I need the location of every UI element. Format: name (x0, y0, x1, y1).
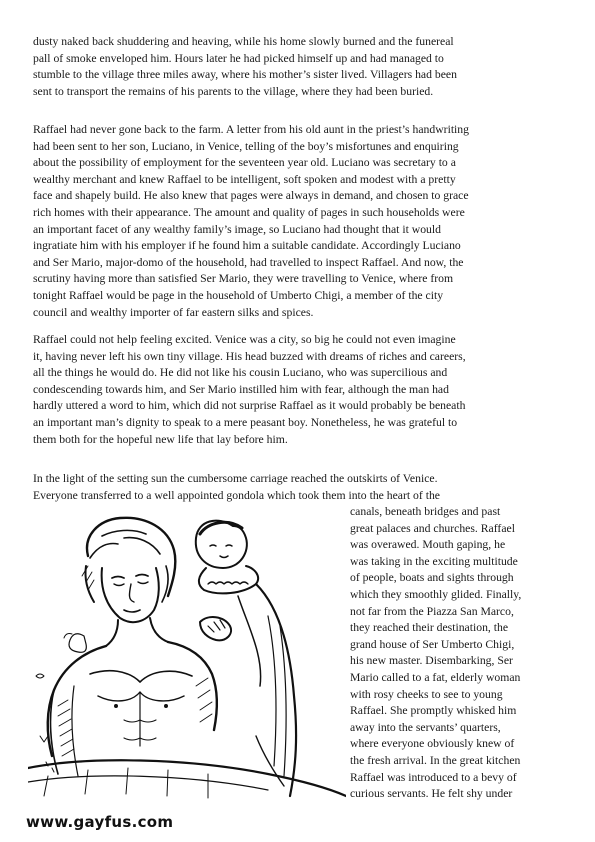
text-line: Everyone transferred to a well appointed gondola which took them into the heart of the (33, 488, 440, 502)
watermark: www.gayfus.com (26, 813, 174, 831)
text-line: dusty naked back shuddering and heaving, while his home slowly burned and the funereal (33, 35, 454, 48)
text-line: grand house of Ser Umberto Chigi, (350, 637, 515, 651)
text-line: stumble to the village three miles away, where his mother’s sister lived. Villagers had been (33, 68, 457, 82)
text-line: an important facet of any wealthy family’s image, so Luciano had thought that it would (33, 222, 441, 236)
text-line: they reached their destination, the (350, 621, 509, 635)
text-line: his new master. Disembarking, Ser (350, 654, 513, 668)
paragraph-2 (33, 122, 569, 321)
text-line: with rosy cheeks to see to young (350, 687, 503, 701)
paragraph-4-intro (33, 471, 569, 504)
text-line: great palaces and churches. Raffael (350, 521, 515, 535)
text-line: about the possibility of employment for the seventeen year old. Luciano was secretary to a (33, 156, 456, 170)
text-line: In the light of the setting sun the cumbersome carriage reached the outskirts of Venice. (33, 472, 438, 485)
text-line: wealthy merchant and knew Raffael to be intelligent, soft spoken and modest with a pretty (33, 172, 456, 186)
ink-illustration-boy-and-woman-icon (28, 506, 346, 806)
text-line: rich homes with their appearance. The amount and quality of pages in such households were (33, 205, 465, 219)
text-line: was overawed. Mouth gaping, he (350, 538, 506, 552)
text-line: scrutiny having more than satisfied Ser Mario, they were travelling to Venice, where from (33, 272, 454, 286)
text-line: where everyone obviously knew of (350, 737, 515, 751)
text-line: the fresh arrival. In the great kitchen (350, 753, 521, 767)
text-line: condescending towards him, and Ser Mario instilled him with fear, although the man had (33, 382, 449, 396)
text-line: all the things he would do. He did not like his cousin Luciano, who was supercilious and (33, 366, 448, 380)
text-line: Raffael was introduced to a bevy of (350, 770, 517, 784)
text-line: was taking in the exciting multitude (350, 554, 518, 568)
text-line: not far from the Piazza San Marco, (350, 604, 514, 618)
text-line: Mario called to a fat, elderly woman (350, 670, 521, 684)
text-line: Raffael could not help feeling excited. Venice was a city, so big he could not even imagine (33, 333, 456, 346)
text-line: curious servants. He felt shy under (350, 787, 513, 801)
text-line: pall of smoke enveloped him. Hours later he had picked himself up and had managed to (33, 51, 444, 65)
text-line: them both for the hopeful new life that lay before him. (33, 432, 288, 446)
text-line: council and wealthy importer of far eastern silks and spices. (33, 305, 314, 319)
text-line: of people, boats and sights through (350, 571, 514, 585)
paragraph-4-column (350, 504, 580, 803)
text-line: and Ser Mario, major-domo of the household, had travelled to inspect Raffael. And now, the (33, 255, 464, 269)
text-line: sent to transport the remains of his parents to the village, where they had been buried. (33, 84, 434, 98)
text-line: hardly uttered a word to him, which did not surprise Raffael as it would probably be beneath (33, 399, 466, 413)
text-line: away into the servants’ quarters, (350, 720, 501, 734)
text-line: it, having never left his own tiny village. His head buzzed with dreams of riches and careers, (33, 349, 466, 363)
text-line: had been sent to her son, Luciano, in Venice, telling of the boy’s misfortunes and enquiring (33, 139, 459, 153)
text-line: Raffael. She promptly whisked him (350, 704, 517, 718)
text-line: an important man’s dignity to speak to a mere peasant boy. Nonetheless, he was grateful to (33, 415, 458, 429)
text-line: canals, beneath bridges and past (350, 505, 501, 518)
paragraph-1 (33, 34, 569, 100)
paragraph-3 (33, 332, 569, 448)
text-line: which they smoothly glided. Finally, (350, 587, 522, 601)
text-line: Raffael had never gone back to the farm. A letter from his old aunt in the priest’s handwriting (33, 123, 469, 136)
text-line: tonight Raffael would be page in the household of Umberto Chigi, a member of the city (33, 288, 444, 302)
text-line: ingratiate him with his employer if he found him a suitable candidate. Accordingly Luciano (33, 239, 461, 253)
text-line: face and shapely build. He also knew that pages were always in demand, and chosen to grace (33, 189, 469, 203)
